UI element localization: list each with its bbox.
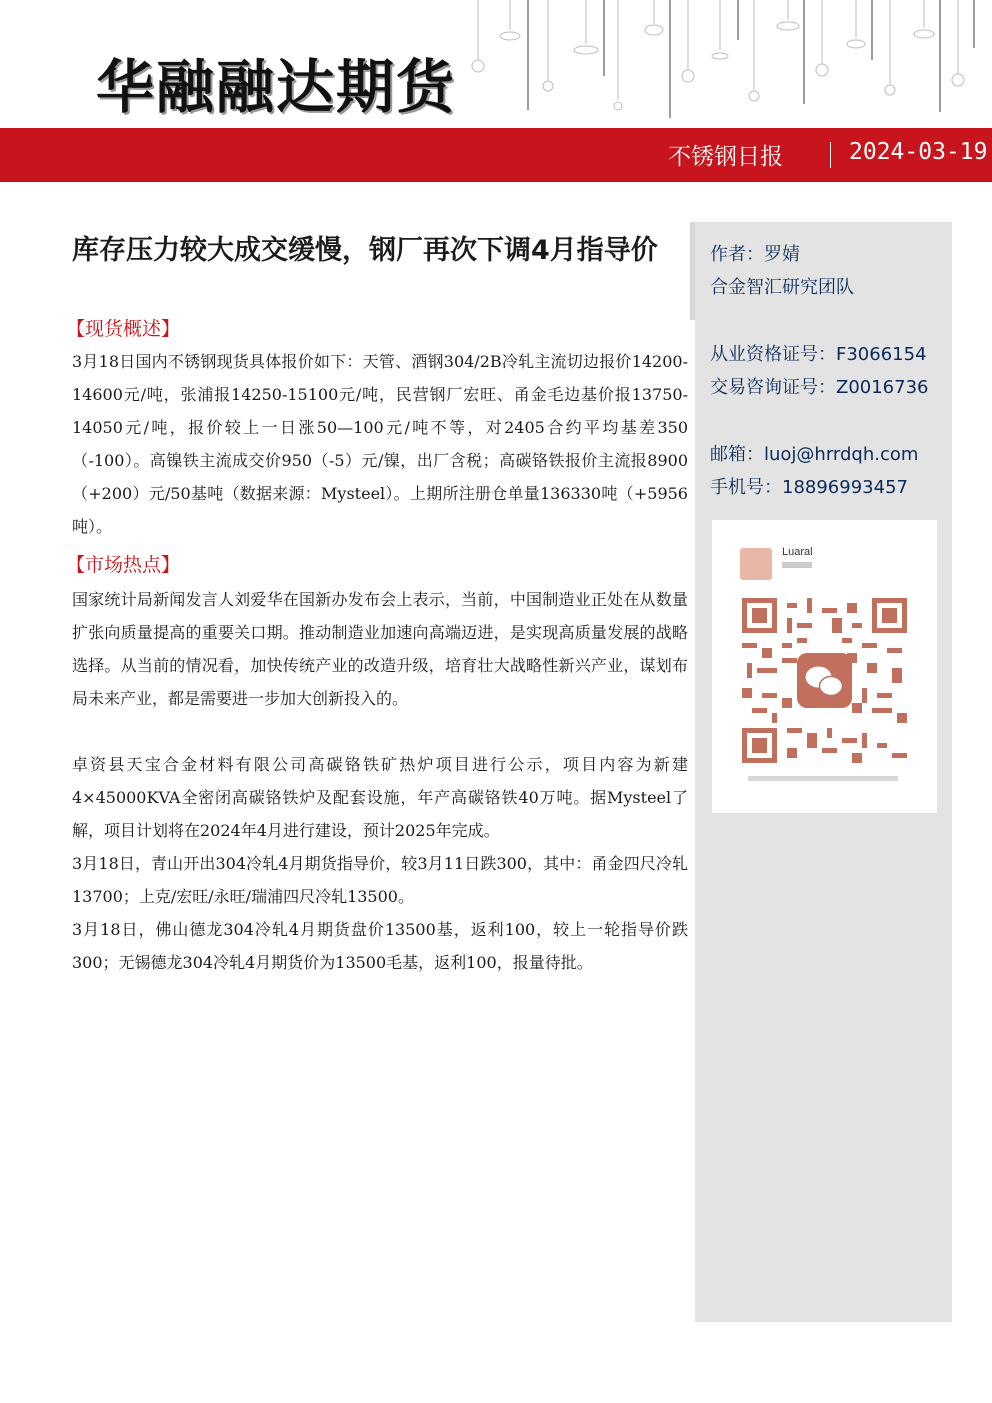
section-heading-market: 【市场热点】 <box>66 554 181 576</box>
qr-name: Luaral <box>782 546 813 558</box>
author-name: 作者：罗婧 <box>710 244 800 265</box>
header-divider <box>830 142 831 168</box>
qr-subtitle <box>782 562 812 568</box>
section-heading-spot: 【现货概述】 <box>66 318 181 340</box>
article-title: 库存压力较大成交缓慢，钢厂再次下调4月指导价 <box>72 235 658 266</box>
qr-card <box>712 520 937 813</box>
phone: 手机号：18896993457 <box>710 477 908 498</box>
company-logo: 华融融达期货 <box>96 53 457 121</box>
paragraph-market-1: 国家统计局新闻发言人刘爱华在国新办发布会上表示，当前，中国制造业正处在从数量扩张向质量提高的重要关口期。推动制造业加速向高端迈进，是实现高质量发展的战略选择。从当前的情况看，加快传统产业的改造升级，培育壮大战略性新兴产业，谋划布局未来产业，都是需要进一步加大创新投入的。 <box>72 590 688 708</box>
avatar <box>740 548 772 580</box>
qr-code <box>742 598 907 763</box>
author-team: 合金智汇研究团队 <box>710 277 854 298</box>
paragraph-market-2: 卓资县天宝合金材料有限公司高碳铬铁矿热炉项目进行公示，项目内容为新建4×45000KVA全密闭高碳铬铁炉及配套设施，年产高碳铬铁40万吨。据Mysteel了解，项目计划将在2024年4月进行建设，预计2025年完成。 <box>72 755 688 840</box>
header-decoration <box>458 0 992 128</box>
paragraph-market-4: 3月18日，佛山德龙304冷轧4月期货盘价13500基，返利100，较上一轮指导价跌300；无锡德龙304冷轧4月期货价为13500毛基，返利100，报量待批。 <box>72 920 688 972</box>
consult-number: 交易咨询证号：Z0016736 <box>710 377 929 398</box>
paragraph-spot: 3月18日国内不锈钢现货具体报价如下：天管、酒钢304/2B冷轧主流切边报价14200-14600元/吨，张浦报14250-15100元/吨，民营钢厂宏旺、甬金毛边基价报13750-14050元/吨，报价较上一日涨50—100元/吨不等，对2405合约平均基差350（-100）。高镍铁主流成交价950（-5）元/镍，出厂含税；高碳铬铁报价主流报8900（+200）元/50基吨（数据来源：Mysteel）。上期所注册仓单量136330吨（+5956吨）。 <box>72 352 688 536</box>
email[interactable]: 邮箱：luoj@hrrdqh.com <box>710 444 919 465</box>
paragraph-market-3: 3月18日，青山开出304冷轧4月期货指导价，较3月11日跌300，其中：甬金四尺冷轧13700；上克/宏旺/永旺/瑞浦四尺冷轧13500。 <box>72 854 688 906</box>
report-date: 2024-03-19 <box>849 139 988 165</box>
license-number: 从业资格证号：F3066154 <box>710 344 927 365</box>
header-bar <box>0 128 992 182</box>
qr-caption <box>748 776 898 781</box>
report-name: 不锈钢日报 <box>668 144 783 170</box>
